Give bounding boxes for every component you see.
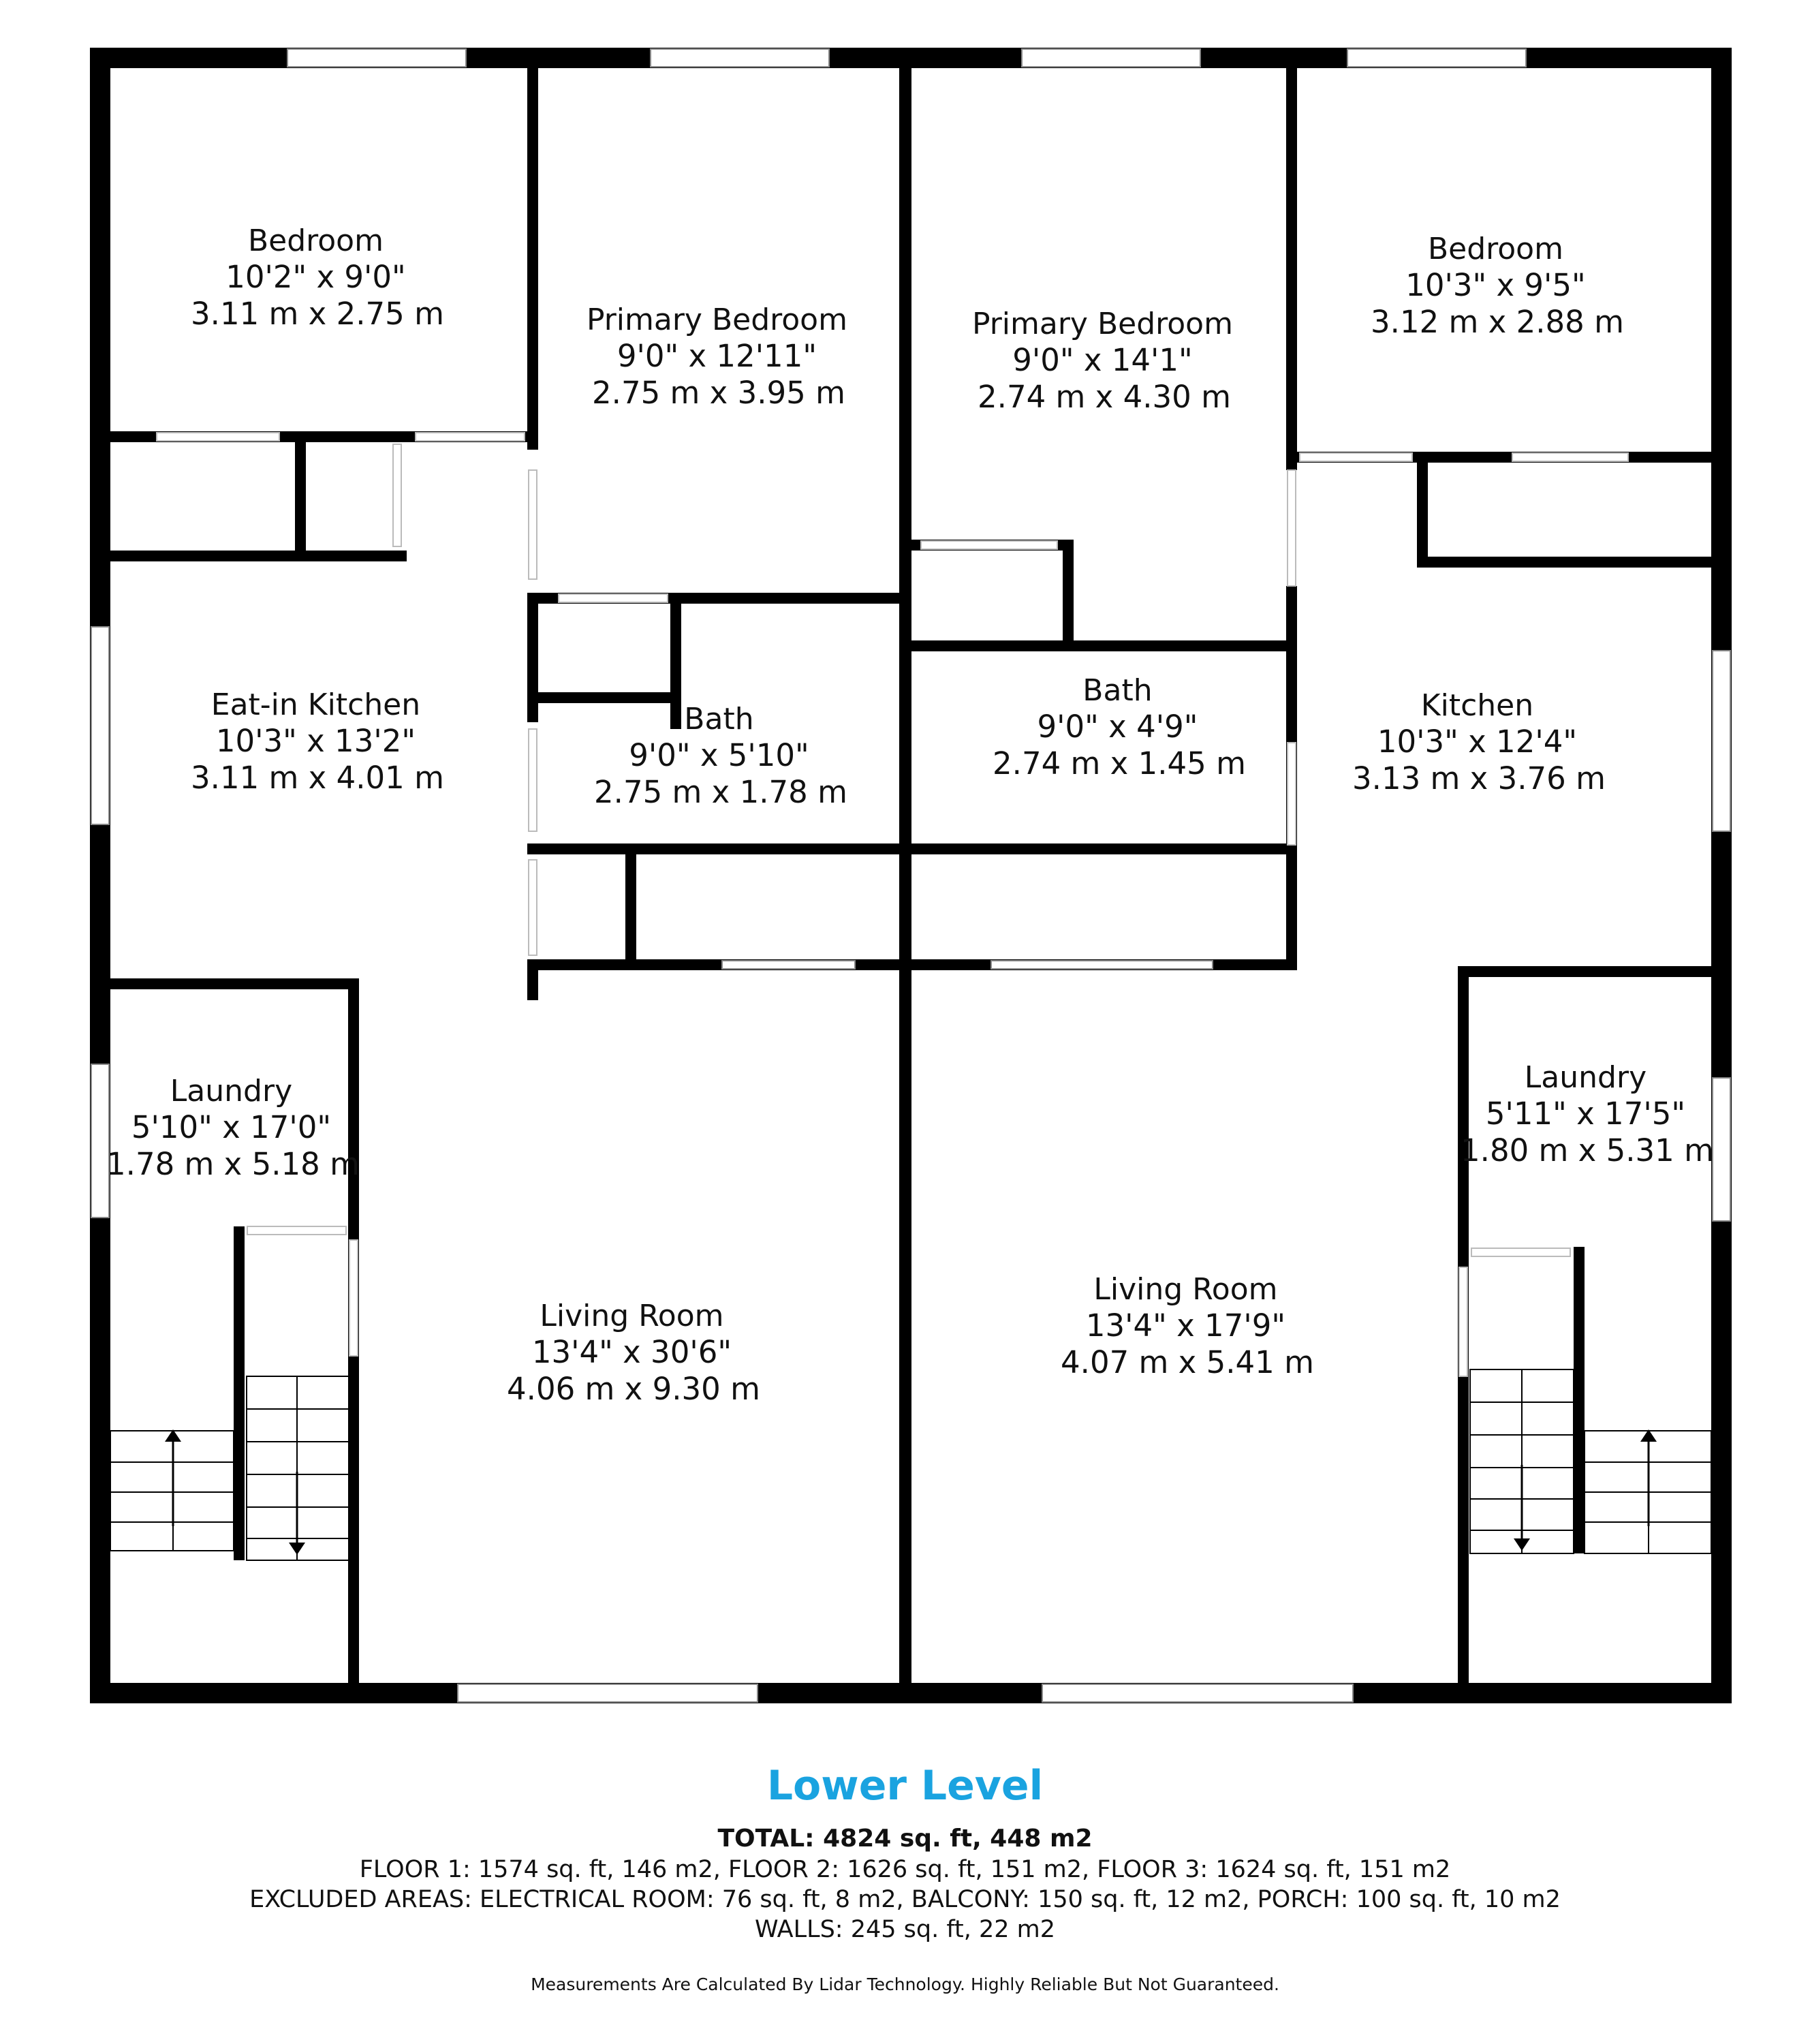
wall-bath-right-top (911, 640, 1297, 651)
door-opening (349, 1240, 358, 1356)
window (1713, 651, 1730, 831)
wall-center (899, 68, 911, 1683)
window (458, 1684, 758, 1702)
room-label-kitchen: Kitchen 10'3" x 12'4" 3.13 m x 3.76 m (1352, 688, 1606, 796)
door-opening (393, 444, 401, 546)
plan-footer (0, 1751, 1810, 2044)
room-label-primary-bedroom-right: Primary Bedroom 9'0" x 14'1" 2.74 m x 4.30 m (971, 307, 1233, 415)
disclaimer: Measurements Are Calculated By Lidar Technology. Highly Reliable But Not Guaranteed. (531, 1975, 1279, 1994)
wall-bedroom-primary-divider (527, 68, 538, 450)
wall-laundry-top (90, 978, 359, 989)
wall-closet-bottom (110, 551, 407, 561)
door-opening (1459, 1267, 1467, 1376)
wall-bath-left-closet (527, 593, 538, 722)
room-label-primary-bedroom-left: Primary Bedroom 9'0" x 12'11" 2.75 m x 3.95 m (586, 303, 847, 411)
excluded-areas: EXCLUDED AREAS: ELECTRICAL ROOM: 76 sq. ft, 8 m2, BALCONY: 150 sq. ft, 12 m2, PORCH: 100 sq. ft, 10 m2 (249, 1886, 1561, 1913)
window (91, 1064, 109, 1218)
window (722, 961, 855, 969)
window (1022, 49, 1200, 67)
wall-storage-inner (625, 854, 636, 970)
level-title: Lower Level (766, 1762, 1044, 1810)
door-opening (416, 433, 525, 441)
door-opening (529, 470, 537, 579)
door-opening (1288, 743, 1296, 845)
door-opening (529, 860, 537, 955)
door-opening (1512, 453, 1628, 461)
wall-bath-closet-bottom (538, 692, 674, 703)
wall-primary-bedroom-right (1286, 68, 1297, 470)
door-opening (921, 541, 1057, 549)
room-label-living-room-left: Living Room 13'4" x 30'6" 4.06 m x 9.30 m (507, 1299, 760, 1407)
wall-closet-right-bottom (1417, 557, 1711, 568)
room-label-bedroom-right: Bedroom 10'3" x 9'5" 3.12 m x 2.88 m (1371, 232, 1624, 340)
room-label-bedroom-left: Bedroom 10'2" x 9'0" 3.11 m x 2.75 m (191, 223, 444, 332)
door-opening (157, 433, 279, 441)
window (1347, 49, 1526, 67)
window (91, 627, 109, 824)
window (991, 961, 1213, 969)
wall-laundry-right-top (1458, 966, 1732, 977)
window (1713, 1078, 1730, 1221)
room-label-laundry-left: Laundry 5'10" x 17'0" 1.78 m x 5.18 m (106, 1074, 360, 1182)
room-label-eat-in-kitchen: Eat-in Kitchen 10'3" x 13'2" 3.11 m x 4.01 m (191, 687, 444, 796)
wall-bottom (90, 1683, 1732, 1703)
room-label-bath-left: Bath 9'0" x 5'10" 2.75 m x 1.78 m (594, 702, 847, 810)
stairs-left (110, 1376, 349, 1560)
door-opening (559, 594, 668, 602)
wall-stair-right-divider (1574, 1247, 1585, 1553)
door-opening (247, 1226, 346, 1235)
door-opening (1300, 453, 1412, 461)
wall-closet-right-left (1417, 452, 1428, 568)
wall-bath-right-closet (1063, 540, 1074, 649)
window (1042, 1684, 1353, 1702)
floor-areas: FLOOR 1: 1574 sq. ft, 146 m2, FLOOR 2: 1626 sq. ft, 151 m2, FLOOR 3: 1624 sq. ft, 151 m2 (359, 1856, 1451, 1883)
wall-left (90, 48, 110, 1703)
wall-storage-left-stub (527, 959, 538, 1000)
door-opening (1471, 1248, 1570, 1256)
wall-stair-divider (234, 1226, 245, 1560)
room-label-laundry-right: Laundry 5'11" x 17'5" 1.80 m x 5.31 m (1461, 1060, 1714, 1168)
window (651, 49, 829, 67)
wall-bath-closet-side (670, 600, 681, 729)
wall-area: WALLS: 245 sq. ft, 22 m2 (754, 1916, 1056, 1943)
wall-closet-middle (295, 442, 306, 558)
stairs-right (1470, 1369, 1711, 1553)
door-opening (529, 729, 537, 831)
wall-bath-left-bottom (527, 843, 1297, 854)
room-label-living-room-right: Living Room 13'4" x 17'9" 4.07 m x 5.41 m (1061, 1272, 1314, 1380)
total-area: TOTAL: 4824 sq. ft, 448 m2 (717, 1825, 1093, 1853)
room-label-bath-right: Bath 9'0" x 4'9" 2.74 m x 1.45 m (993, 673, 1246, 781)
door-openings (157, 433, 1628, 1376)
window (287, 49, 466, 67)
wall-right (1711, 48, 1732, 1703)
door-opening (1288, 470, 1296, 586)
